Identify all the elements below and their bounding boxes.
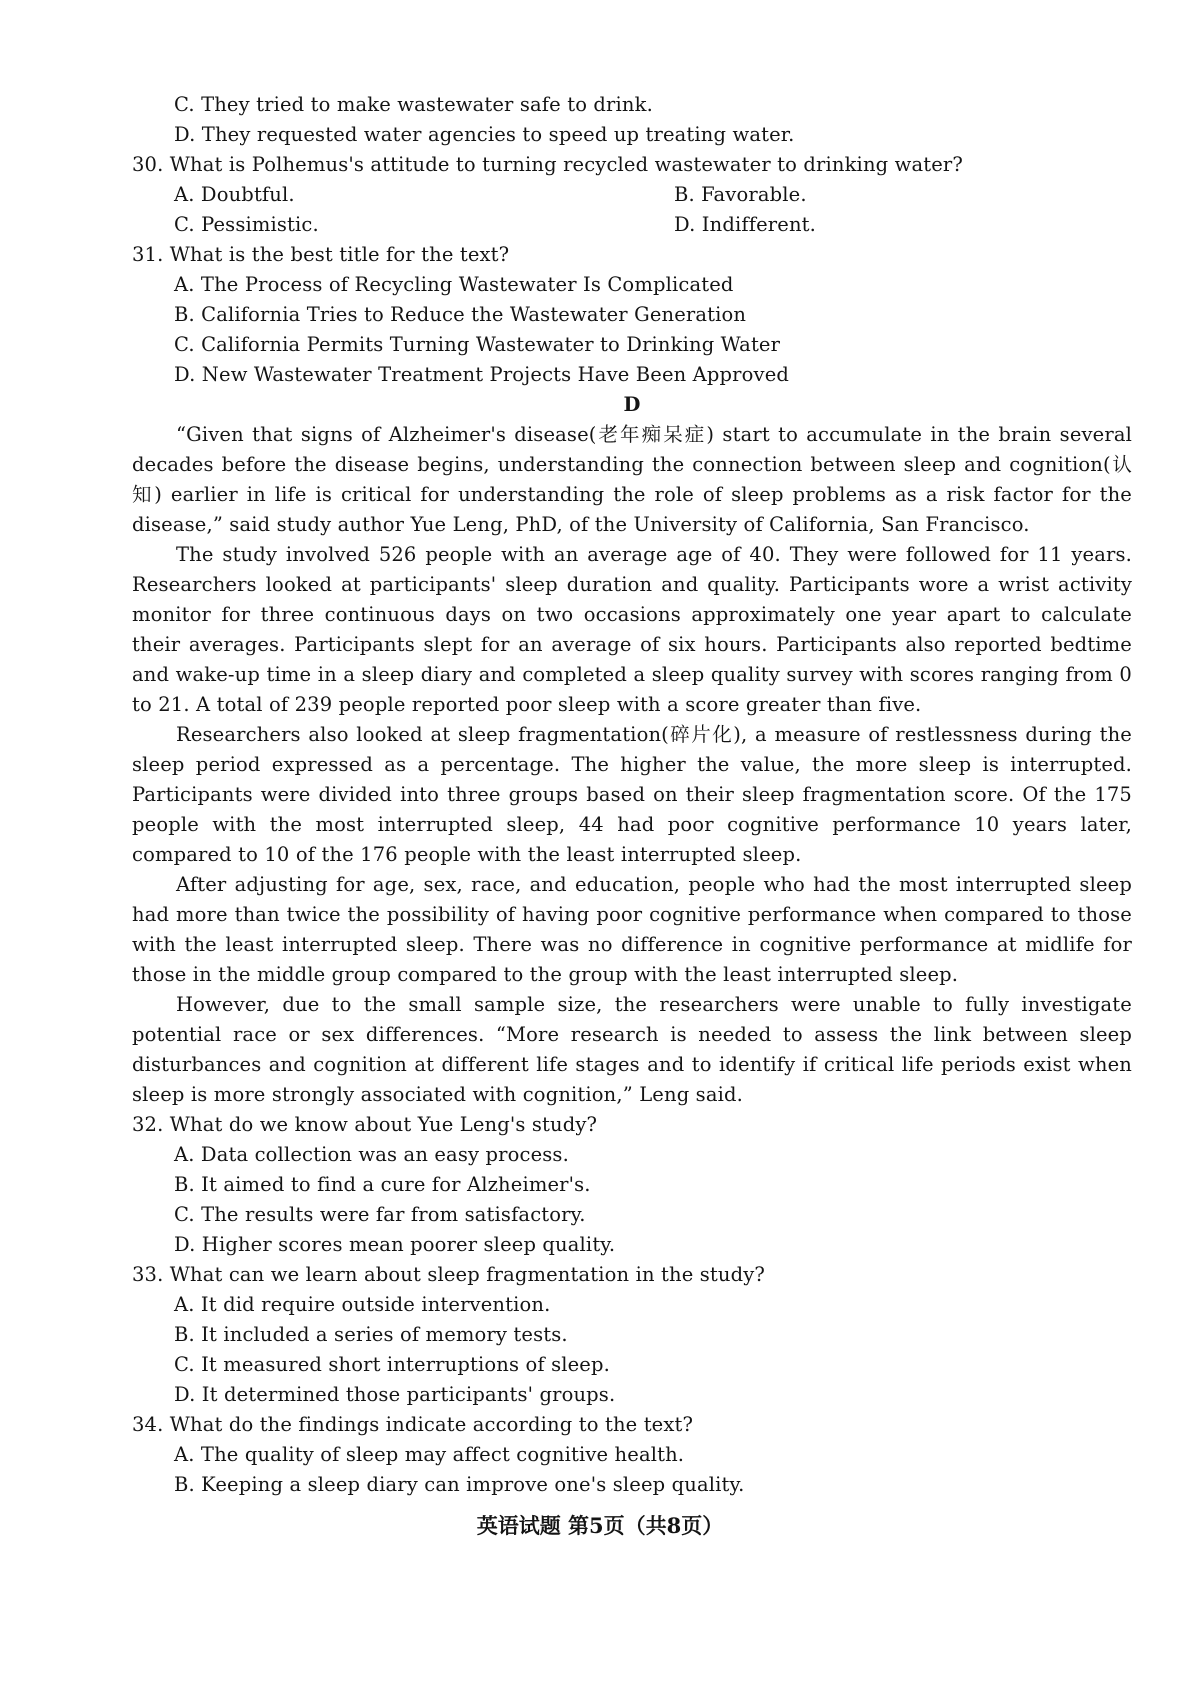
q31-option-a: A. The Process of Recycling Wastewater Is Complicated	[174, 273, 734, 296]
q30-stem: 30. What is Polhemus's attitude to turning recycled wastewater to drinking water?	[132, 153, 963, 176]
page-content	[132, 90, 1132, 1500]
q33-option-d: D. It determined those participants' groups.	[174, 1383, 616, 1406]
q30-options	[132, 180, 1132, 240]
passage-d-heading: D	[623, 393, 641, 416]
q32-option-c: C. The results were far from satisfactory.	[174, 1203, 586, 1226]
q33-option-c: C. It measured short interruptions of sleep.	[174, 1353, 610, 1376]
q33-option-a: A. It did require outside intervention.	[174, 1293, 551, 1316]
passage-paragraph: The study involved 526 people with an average age of 40. They were followed for 11 years. Researchers looked at participants' sleep duration and quality. Participants wore a wrist activity monitor for three continuous days on two occasions approximately one year apart to calculate their averages. Participants slept for an average of six hours. Participants also reported bedtime and wake-up time in a sleep diary and completed a sleep quality survey with scores ranging from 0 to 21. A total of 239 people reported poor sleep with a score greater than five.	[132, 543, 1132, 716]
page-footer: 英语试题 第5页（共8页）	[476, 1513, 724, 1538]
q33-stem: 33. What can we learn about sleep fragmentation in the study?	[132, 1263, 766, 1286]
q32-stem: 32. What do we know about Yue Leng's study?	[132, 1113, 598, 1136]
q31-option-c: C. California Permits Turning Wastewater to Drinking Water	[174, 333, 781, 356]
q30-option-a: A. Doubtful.	[174, 183, 295, 206]
q31-stem: 31. What is the best title for the text?	[132, 243, 510, 266]
q32-option-b: B. It aimed to find a cure for Alzheimer's.	[174, 1173, 591, 1196]
q31-option-d: D. New Wastewater Treatment Projects Have Been Approved	[174, 363, 790, 386]
passage-paragraph: However, due to the small sample size, the researchers were unable to fully investigate potential race or sex differences. “More research is needed to assess the link between sleep disturbances and cognition at different life stages and to identify if critical life periods exist when sleep is more strongly associated with cognition,” Leng said.	[132, 993, 1132, 1106]
passage-paragraph: “Given that signs of Alzheimer's disease(老年痴呆症) start to accumulate in the brain several decades before the disease begins, understanding the connection between sleep and cognition(认知) earlier in life is critical for understanding the role of sleep problems as a risk factor for the disease,” said study author Yue Leng, PhD, of the University of California, San Francisco.	[132, 423, 1132, 536]
q30-option-d: D. Indifferent.	[674, 213, 816, 236]
q34-stem: 34. What do the findings indicate according to the text?	[132, 1413, 694, 1436]
q29-option-c: C. They tried to make wastewater safe to drink.	[174, 93, 653, 116]
q34-option-b: B. Keeping a sleep diary can improve one's sleep quality.	[174, 1473, 745, 1496]
q34-option-a: A. The quality of sleep may affect cognitive health.	[174, 1443, 685, 1466]
passage-paragraph: Researchers also looked at sleep fragmentation(碎片化), a measure of restlessness during the sleep period expressed as a percentage. The higher the value, the more sleep is interrupted. Participants were divided into three groups based on their sleep fragmentation score. Of the 175 people with the most interrupted sleep, 44 had poor cognitive performance 10 years later, compared to 10 of the 176 people with the least interrupted sleep.	[132, 723, 1132, 866]
q32-option-a: A. Data collection was an easy process.	[174, 1143, 569, 1166]
q30-option-b: B. Favorable.	[674, 183, 807, 206]
q30-option-c: C. Pessimistic.	[174, 213, 319, 236]
q32-option-d: D. Higher scores mean poorer sleep quality.	[174, 1233, 616, 1256]
q33-option-b: B. It included a series of memory tests.	[174, 1323, 568, 1346]
q29-option-d: D. They requested water agencies to speed up treating water.	[174, 123, 795, 146]
q31-option-b: B. California Tries to Reduce the Wastewater Generation	[174, 303, 747, 326]
passage-paragraph: After adjusting for age, sex, race, and education, people who had the most interrupted sleep had more than twice the possibility of having poor cognitive performance when compared to those with the least interrupted sleep. There was no difference in cognitive performance at midlife for those in the middle group compared to the group with the least interrupted sleep.	[132, 873, 1132, 986]
